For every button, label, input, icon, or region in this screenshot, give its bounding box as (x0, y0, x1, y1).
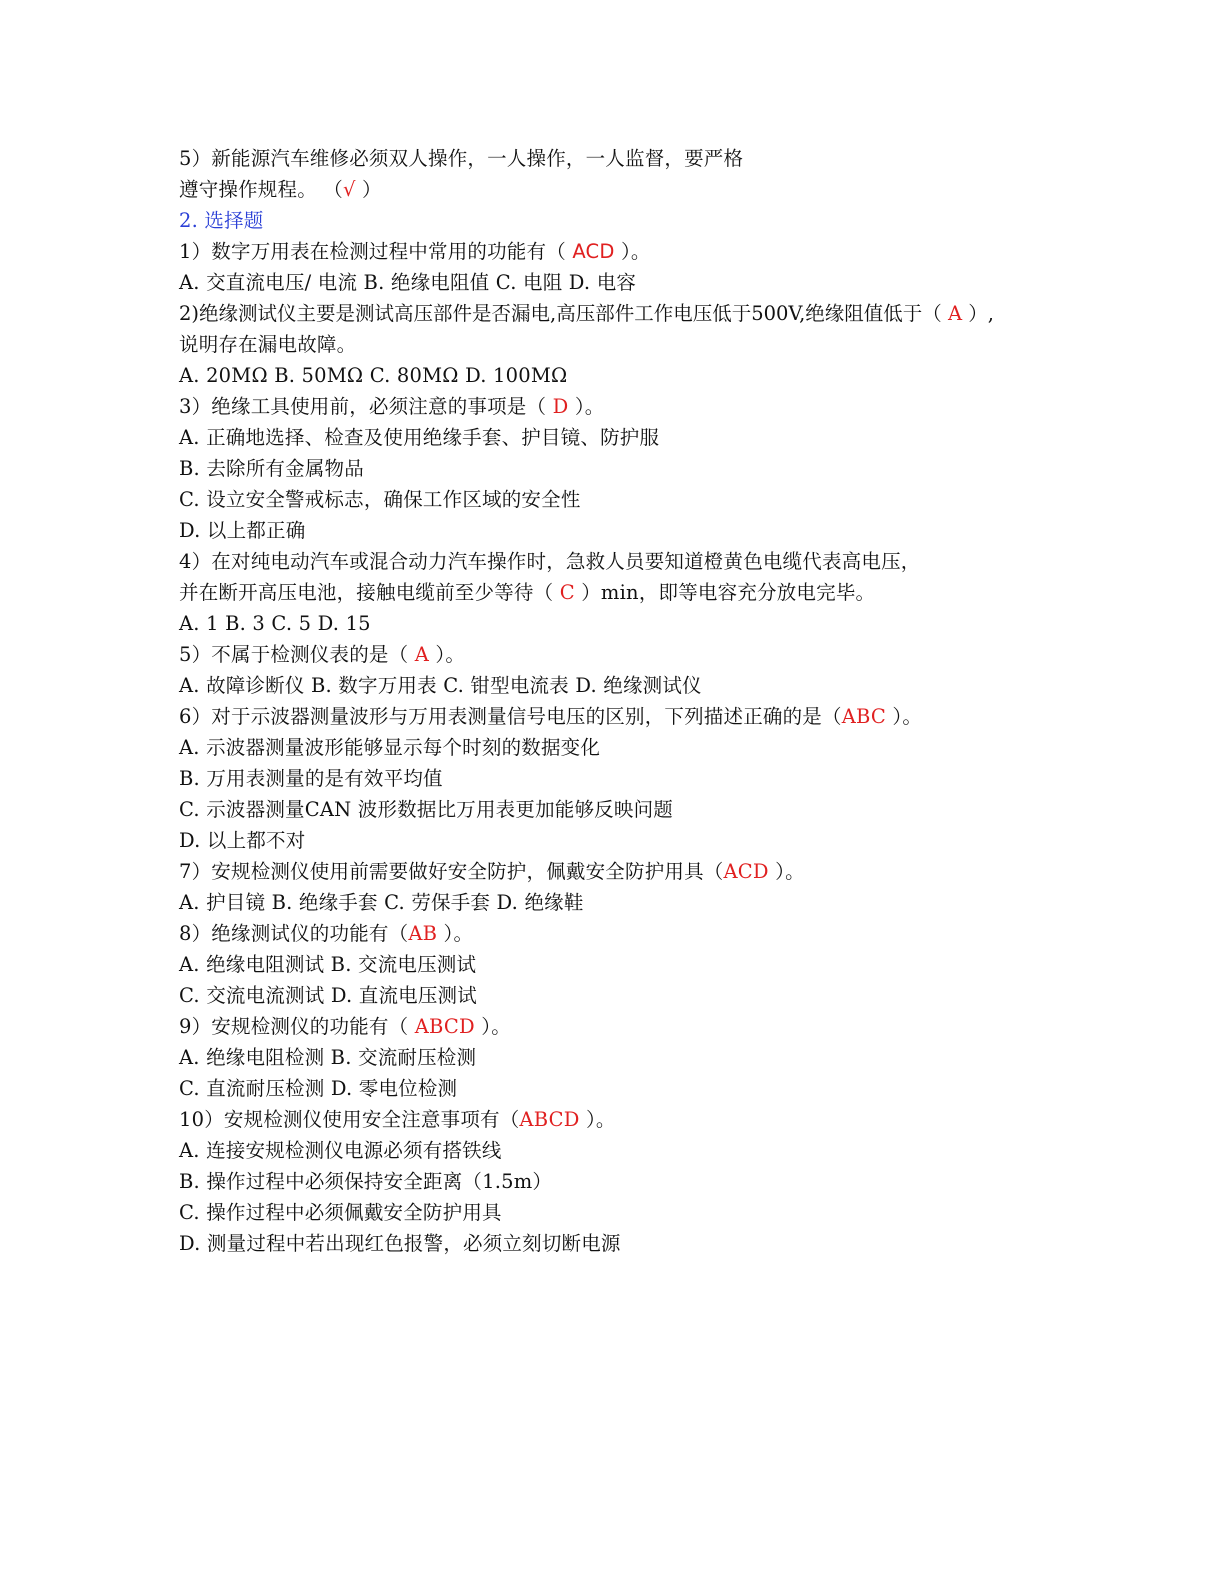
stem-text-end: ）。 (579, 1108, 616, 1131)
stem-text: 2)绝缘测试仪主要是测试高压部件是否漏电,高压部件工作电压低于500V,绝缘阻值低于（ (179, 302, 949, 325)
question-option: A. 交直流电压/ 电流 B. 绝缘电阻值 C. 电阻 D. 电容 (179, 271, 637, 294)
question-option: A. 20MΩ B. 50MΩ C. 80MΩ D. 100MΩ (179, 364, 568, 387)
question-option: A. 正确地选择、检查及使用绝缘手套、护目镜、防护服 (179, 426, 660, 449)
stem-text-end: ）。 (568, 395, 605, 418)
stem-text-end: ）。 (474, 1015, 511, 1038)
question-option: A. 绝缘电阻检测 B. 交流耐压检测 (179, 1046, 477, 1069)
stem-text: 6）对于示波器测量波形与万用表测量信号电压的区别，下列描述正确的是（ (179, 705, 842, 728)
question-option: B. 去除所有金属物品 (179, 457, 364, 480)
question-stem (179, 856, 1079, 887)
section-title: 2. 选择题 (179, 209, 264, 232)
question-option: A. 1 B. 3 C. 5 D. 15 (179, 612, 371, 635)
question-answer: AB (408, 922, 438, 945)
question-stem (179, 391, 1079, 422)
question-stem-continued (179, 577, 1079, 608)
stem-text: 8）绝缘测试仪的功能有（ (179, 922, 409, 945)
stem-text: 7）安规检测仪使用前需要做好安全防护，佩戴安全防护用具（ (179, 860, 724, 883)
question-stem: 4）在对纯电动汽车或混合动力汽车操作时，急救人员要知道橙黄色电缆代表高电压， (179, 550, 921, 573)
judgement-close: ） (355, 178, 382, 201)
question-answer: ABCD (519, 1108, 580, 1131)
judgement-item-5-line1: 5）新能源汽车维修必须双人操作，一人操作，一人监督，要严格 (179, 147, 744, 170)
question-option: A. 示波器测量波形能够显示每个时刻的数据变化 (179, 736, 601, 759)
stem-text-end: ）。 (614, 240, 651, 263)
stem-text-end: ）, (962, 302, 995, 325)
stem-text-end: ）。 (886, 705, 923, 728)
stem-text: 3）绝缘工具使用前，必须注意的事项是（ (179, 395, 553, 418)
stem-text-end: ）。 (437, 922, 474, 945)
question-option: C. 示波器测量CAN 波形数据比万用表更加能够反映问题 (179, 798, 673, 821)
question-answer: D (552, 395, 569, 418)
stem-text: 9）安规检测仪的功能有（ (179, 1015, 415, 1038)
stem-text: 10）安规检测仪使用安全注意事项有（ (179, 1108, 520, 1131)
stem-text: 1）数字万用表在检测过程中常用的功能有（ (179, 240, 573, 263)
question-stem (179, 1104, 1079, 1135)
question-answer: C (559, 581, 575, 604)
question-stem (179, 701, 1079, 732)
question-option: B. 万用表测量的是有效平均值 (179, 767, 443, 790)
question-option: D. 以上都不对 (179, 829, 306, 852)
question-option: C. 设立安全警戒标志，确保工作区域的安全性 (179, 488, 581, 511)
question-option: B. 操作过程中必须保持安全距离（1.5m） (179, 1170, 553, 1193)
stem-text-end: ）。 (768, 860, 805, 883)
question-answer: ACD (572, 240, 615, 263)
question-stem (179, 918, 1079, 949)
question-stem (179, 298, 1079, 329)
question-stem-continued: 说明存在漏电故障。 (179, 333, 357, 356)
question-answer: ABC (841, 705, 887, 728)
question-stem (179, 1011, 1079, 1042)
question-answer: ABCD (414, 1015, 475, 1038)
question-option: C. 直流耐压检测 D. 零电位检测 (179, 1077, 458, 1100)
question-answer: ACD (723, 860, 769, 883)
question-option: A. 护目镜 B. 绝缘手套 C. 劳保手套 D. 绝缘鞋 (179, 891, 584, 914)
question-option: D. 测量过程中若出现红色报警，必须立刻切断电源 (179, 1232, 621, 1255)
question-option: C. 交流电流测试 D. 直流电压测试 (179, 984, 477, 1007)
question-answer: A (414, 643, 430, 666)
stem-text-end: ）min，即等电容充分放电完毕。 (574, 581, 876, 604)
question-option: A. 故障诊断仪 B. 数字万用表 C. 钳型电流表 D. 绝缘测试仪 (179, 674, 702, 697)
question-stem (179, 236, 1079, 267)
stem-text-end: ）。 (429, 643, 466, 666)
question-stem (179, 639, 1079, 670)
question-answer: A (948, 302, 963, 325)
stem-text: 5）不属于检测仪表的是（ (179, 643, 415, 666)
question-option: A. 连接安规检测仪电源必须有搭铁线 (179, 1139, 502, 1162)
document-body (179, 143, 1079, 1259)
judgement-item-5-line2 (179, 174, 1079, 205)
question-option: D. 以上都正确 (179, 519, 306, 542)
judgement-answer: √ (343, 178, 356, 201)
stem-text: 并在断开高压电池，接触电缆前至少等待（ (179, 581, 560, 604)
question-option: A. 绝缘电阻测试 B. 交流电压测试 (179, 953, 477, 976)
judgement-item-5-text: 遵守操作规程。 （ (179, 178, 343, 201)
question-option: C. 操作过程中必须佩戴安全防护用具 (179, 1201, 502, 1224)
